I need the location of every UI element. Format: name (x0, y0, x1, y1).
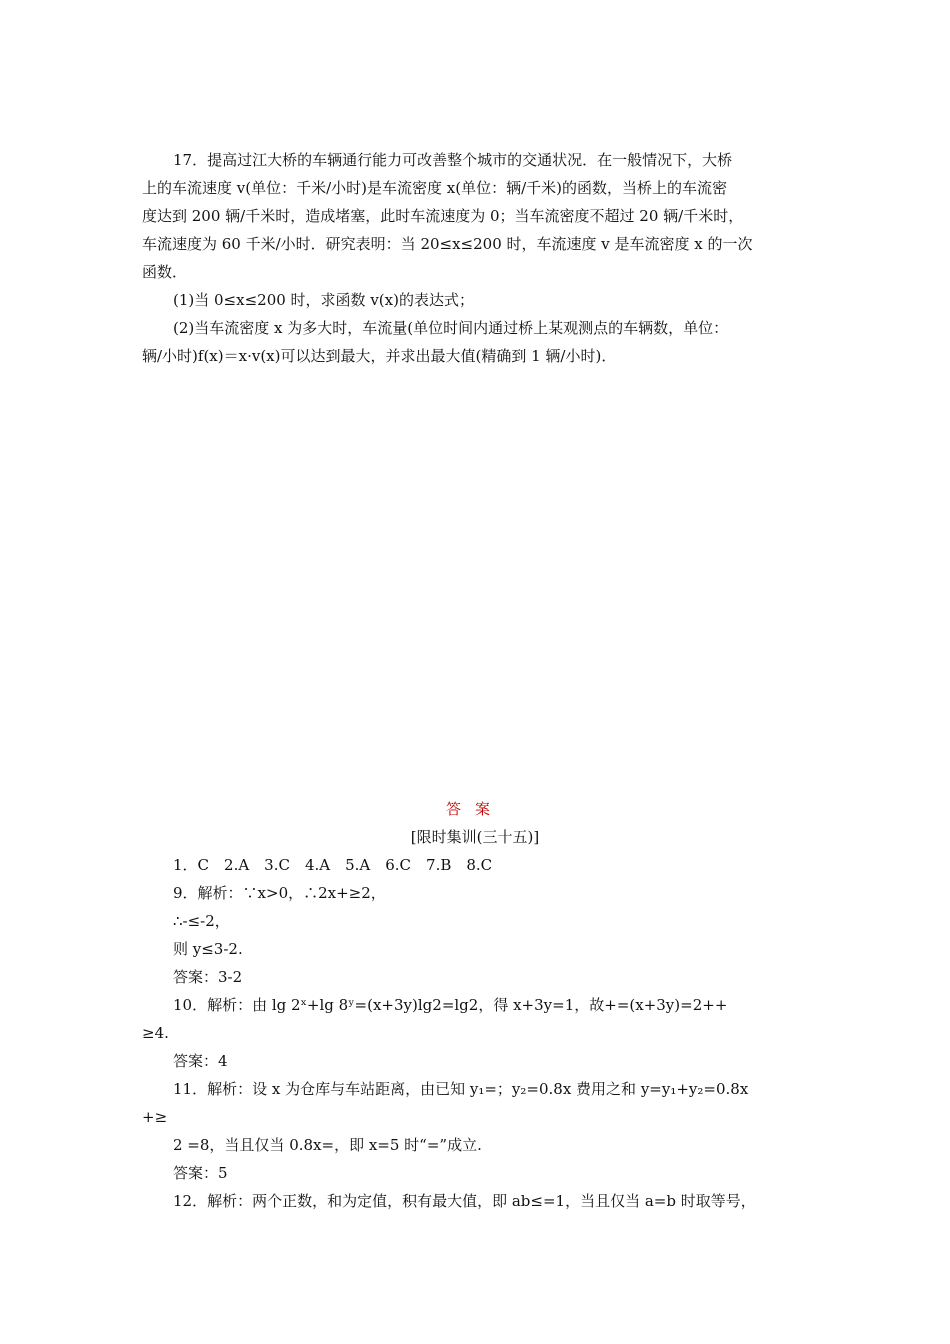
answer-subtitle: [限时集训(三十五)] (410, 828, 540, 846)
answer-line-3: ∴-≤-2， (173, 912, 230, 930)
problem17-line-4: 车流速度为 60 千米/小时．研究表明：当 20≤x≤200 时，车流速度 v 是车流密度 x 的一次 (142, 235, 753, 253)
problem17-part-2: (2)当车流密度 x 为多大时，车流量(单位时间内通过桥上某观测点的车辆数，单位： (173, 319, 729, 337)
problem17-part-2-cont: 辆/小时)f(x)＝x·v(x)可以达到最大，并求出最大值(精确到 1 辆/小时)． (142, 347, 617, 365)
problem17-line-1: 17．提高过江大桥的车辆通行能力可改善整个城市的交通状况．在一般情况下，大桥 (173, 151, 733, 169)
answer-title: 答案 (445, 800, 504, 818)
answer-line-12: 答案：5 (173, 1164, 228, 1182)
answer-line-5: 答案：3-2 (173, 968, 243, 986)
answer-line-10: +≥ (142, 1108, 168, 1126)
answer-line-2: 9．解析：∵x>0，∴2x+≥2， (173, 884, 386, 902)
answer-line-7: ≥4. (142, 1024, 169, 1042)
answer-line-1: 1．C 2.A 3.C 4.A 5.A 6.C 7.B 8.C (173, 856, 493, 874)
problem17-line-2: 上的车流速度 v(单位：千米/小时)是车流密度 x(单位：辆/千米)的函数，当桥上的车流密 (142, 179, 727, 197)
answer-line-6: 10．解析：由 lg 2ˣ+lg 8ʸ=(x+3y)lg2=lg2，得 x+3y=1，故+=(x+3y)=2++ (173, 996, 728, 1014)
problem17-part-1: (1)当 0≤x≤200 时，求函数 v(x)的表达式； (173, 291, 474, 309)
problem17-line-3: 度达到 200 辆/千米时，造成堵塞，此时车流速度为 0；当车流密度不超过 20 辆/千米时， (142, 207, 744, 225)
answer-line-8: 答案：4 (173, 1052, 228, 1070)
answer-line-13: 12．解析：两个正数，和为定值，积有最大值，即 ab≤=1，当且仅当 a=b 时取等号， (173, 1192, 756, 1210)
answer-line-11: 2 =8，当且仅当 0.8x=，即 x=5 时“=”成立. (173, 1136, 482, 1154)
problem17-line-5: 函数． (142, 263, 188, 281)
answer-line-4: 则 y≤3-2. (173, 940, 243, 958)
answer-line-9: 11．解析：设 x 为仓库与车站距离，由已知 y₁=；y₂=0.8x 费用之和 y=y₁+y₂=0.8x (173, 1080, 749, 1098)
